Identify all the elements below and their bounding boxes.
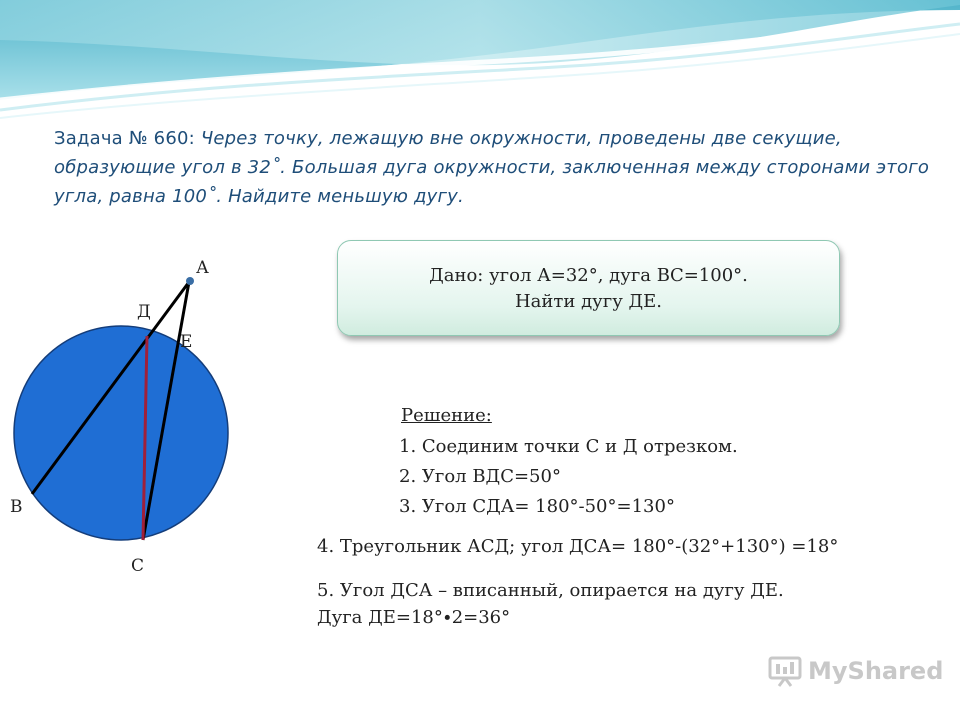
label-c: С [131,556,145,576]
problem-text: Через точку, лежащую вне окружности, проведены две секущие, образующие угол в 32˚. Большая дуга окружности, заключенная между сторонами этого угла, равна 100˚. Найдите меньшую дугу. [54,128,930,207]
given-box [337,240,840,336]
geometry-figure [0,250,320,590]
watermark-text: MyShared [808,657,944,685]
label-d: Д [137,302,151,322]
label-b: В [10,497,23,517]
watermark [768,655,943,687]
solution-step-1: 1. Соединим точки С и Д отрезком. [399,436,738,457]
label-e: Е [180,332,193,352]
projector-screen-icon [768,655,802,687]
circle [14,326,228,540]
solution-step-5-line-2: Дуга ДЕ=18°∙2=36° [317,607,511,628]
solution-step-2: 2. Угол ВДС=50° [399,466,561,487]
given-line-2: Найти дугу ДЕ. [514,291,662,312]
problem-number: Задача № 660: [54,128,201,149]
solution-step-5-line-1: 5. Угол ДСА – вписанный, опирается на дугу ДЕ. [317,580,784,601]
solution-step-3: 3. Угол СДА= 180°-50°=130° [399,496,675,517]
problem-statement [54,124,934,211]
header-waves [0,0,960,130]
given-line-1: Дано: угол А=32°, дуга ВС=100°. [429,265,748,286]
point-a-dot [186,277,194,285]
solution-title: Решение: [401,405,492,426]
solution-step-4: 4. Треугольник АСД; угол ДСА= 180°-(32°+130°) =18° [317,536,839,557]
label-a: А [196,258,209,278]
